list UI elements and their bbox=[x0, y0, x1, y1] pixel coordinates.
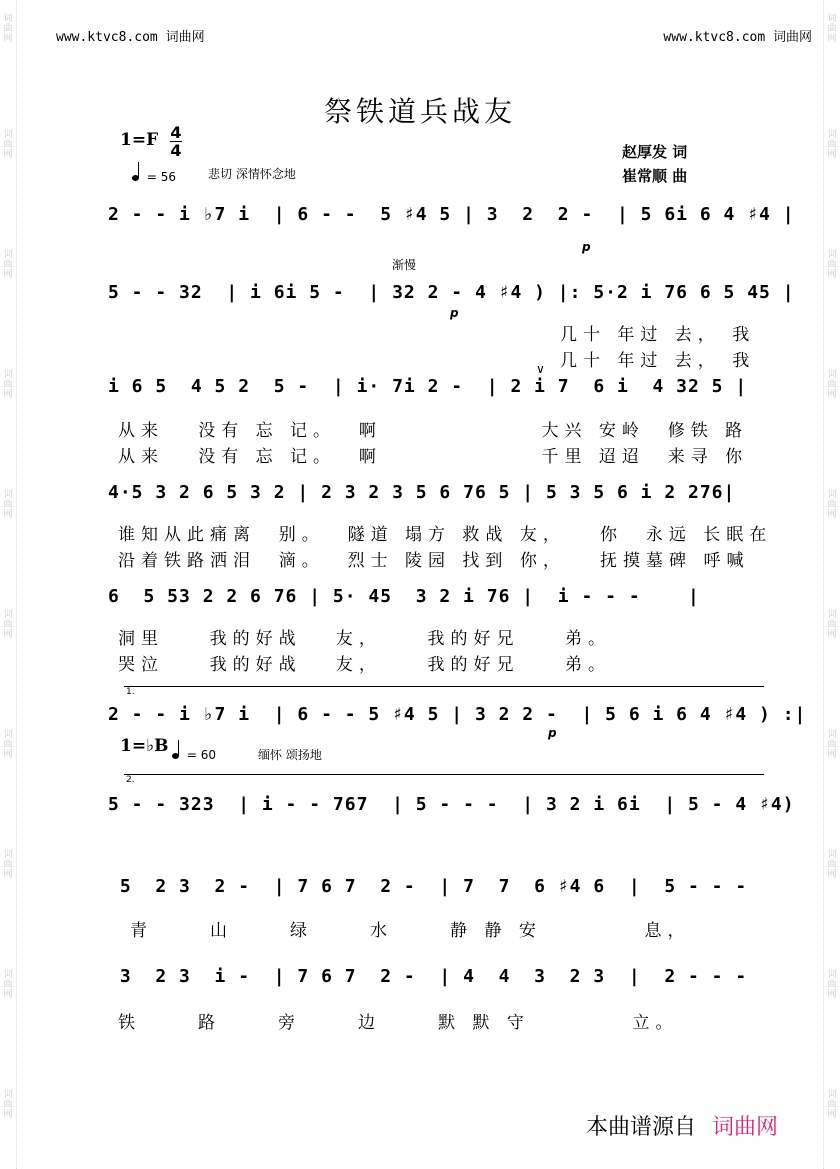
composer: 崔常顺 曲 bbox=[622, 167, 688, 185]
watermark-text: 词曲网 bbox=[827, 970, 837, 1000]
dynamic-p: p bbox=[548, 726, 557, 740]
watermark-text: 词曲网 bbox=[827, 250, 837, 280]
watermark-text: 词曲网 bbox=[827, 850, 837, 880]
ending-bracket-1 bbox=[124, 686, 764, 697]
right-watermark-strip bbox=[823, 0, 840, 1169]
dynamic-p: p bbox=[582, 240, 591, 254]
score-row: 5 2 3 2 - | 7 6 7 2 - | 7 7 6 ♯4 6 | 5 - - - bbox=[108, 876, 760, 897]
key-change: 1=♭B bbox=[120, 736, 169, 756]
watermark-text: 词曲网 bbox=[3, 130, 13, 160]
brand-link[interactable]: 词曲网 bbox=[712, 1115, 779, 1140]
watermark-text: 词曲网 bbox=[827, 730, 837, 760]
score-row: 6 5 53 2 2 6 76 | 5· 45 3 2 i 76 | i - - - | bbox=[108, 586, 700, 607]
ending-label: 1. bbox=[126, 687, 135, 697]
watermark-text: 词曲网 bbox=[827, 490, 837, 520]
ending-bracket-2 bbox=[124, 774, 764, 785]
score-row: 3 2 3 i - | 7 6 7 2 - | 4 4 3 2 3 | 2 - - - bbox=[108, 966, 760, 987]
tempo-marking bbox=[132, 170, 176, 184]
ending-label: 2. bbox=[126, 775, 135, 785]
watermark-text: 词曲网 bbox=[3, 250, 13, 280]
lyric-line: 几十 年过 去， 我 bbox=[560, 351, 756, 371]
quarter-note-icon bbox=[132, 175, 139, 181]
score-row: 5 - - 323 | i - - 767 | 5 - - - | 3 2 i 6i | 5 - 4 ♯4) bbox=[108, 794, 795, 815]
time-top: 4 bbox=[170, 123, 182, 142]
time-bottom: 4 bbox=[170, 141, 182, 160]
lyricist: 赵厚发 词 bbox=[622, 143, 688, 161]
site-url-right: www.ktvc8.com 词曲网 bbox=[663, 30, 812, 45]
lyric-line: 沿着铁路洒泪 滴。 烈士 陵园 找到 你， 抚摸墓碑 呼喊 bbox=[118, 551, 750, 571]
lyric-line: 青 山 绿 水 静 静 安 息， bbox=[130, 921, 691, 941]
breath-mark: ∨ bbox=[536, 362, 545, 376]
tempo-change: 渐慢 bbox=[392, 258, 417, 272]
watermark-text: 词曲网 bbox=[3, 14, 13, 44]
lyric-line: 从来 没有 忘 记。 啊 大兴 安岭 修铁 路 bbox=[118, 421, 749, 441]
left-watermark-strip bbox=[0, 0, 17, 1169]
dynamic-p: p bbox=[450, 306, 459, 320]
expression-mark: 缅怀 颂扬地 bbox=[258, 748, 322, 762]
watermark-text: 词曲网 bbox=[3, 850, 13, 880]
key-signature: 1=F bbox=[120, 130, 159, 150]
watermark-text: 词曲网 bbox=[827, 610, 837, 640]
watermark-text: 词曲网 bbox=[3, 370, 13, 400]
lyric-line: 铁 路 旁 边 默 默 守 立。 bbox=[118, 1013, 679, 1033]
tempo-value: = 60 bbox=[186, 748, 216, 762]
watermark-text: 词曲网 bbox=[827, 130, 837, 160]
lyric-line: 几十 年过 去， 我 bbox=[560, 325, 756, 345]
score-row: 2 - - i ♭7 i | 6 - - 5 ♯4 5 | 3 2 2 - | 5 6i 6 4 ♯4 | bbox=[108, 204, 795, 225]
lyric-line: 洞里 我的好战 友， 我的好兄 弟。 bbox=[118, 629, 612, 649]
watermark-text: 词曲网 bbox=[3, 610, 13, 640]
score-row: 2 - - i ♭7 i | 6 - - 5 ♯4 5 | 3 2 2 - | 5 6 i 6 4 ♯4 ) :| bbox=[108, 704, 807, 725]
lyric-line: 从来 没有 忘 记。 啊 千里 迢迢 来寻 你 bbox=[118, 447, 749, 467]
site-url-left: www.ktvc8.com 词曲网 bbox=[56, 30, 205, 45]
watermark-text: 词曲网 bbox=[3, 970, 13, 1000]
source-text: 本曲谱源自 bbox=[586, 1115, 697, 1140]
lyric-line: 谁知从此痛离 别。 隧道 塌方 救战 友， 你 永远 长眠在 bbox=[118, 525, 773, 545]
tempo-marking-2 bbox=[172, 748, 216, 762]
source-footer bbox=[586, 1110, 778, 1141]
watermark-text: 词曲网 bbox=[827, 1090, 837, 1120]
expression-mark: 悲切 深情怀念地 bbox=[208, 167, 296, 181]
quarter-note-icon bbox=[172, 753, 179, 759]
watermark-text: 词曲网 bbox=[827, 370, 837, 400]
watermark-text: 词曲网 bbox=[827, 14, 837, 44]
watermark-text: 词曲网 bbox=[3, 490, 13, 520]
tempo-value: = 56 bbox=[146, 170, 176, 184]
score-row: 5 - - 32 | i 6i 5 - | 32 2 - 4 ♯4 ) |: 5·2 i 76 6 5 45 | bbox=[108, 282, 795, 303]
score-row: 4·5 3 2 6 5 3 2 | 2 3 2 3 5 6 76 5 | 5 3 5 6 i 2 276| bbox=[108, 482, 736, 503]
watermark-text: 词曲网 bbox=[3, 730, 13, 760]
score-row: i 6 5 4 5 2 5 - | i· 7i 2 - | 2 i 7 6 i 4 32 5 | bbox=[108, 376, 748, 397]
song-title: 祭铁道兵战友 bbox=[323, 95, 516, 128]
time-signature bbox=[170, 124, 182, 159]
credits bbox=[622, 140, 687, 188]
lyric-line: 哭泣 我的好战 友， 我的好兄 弟。 bbox=[118, 655, 612, 675]
watermark-text: 词曲网 bbox=[3, 1090, 13, 1120]
